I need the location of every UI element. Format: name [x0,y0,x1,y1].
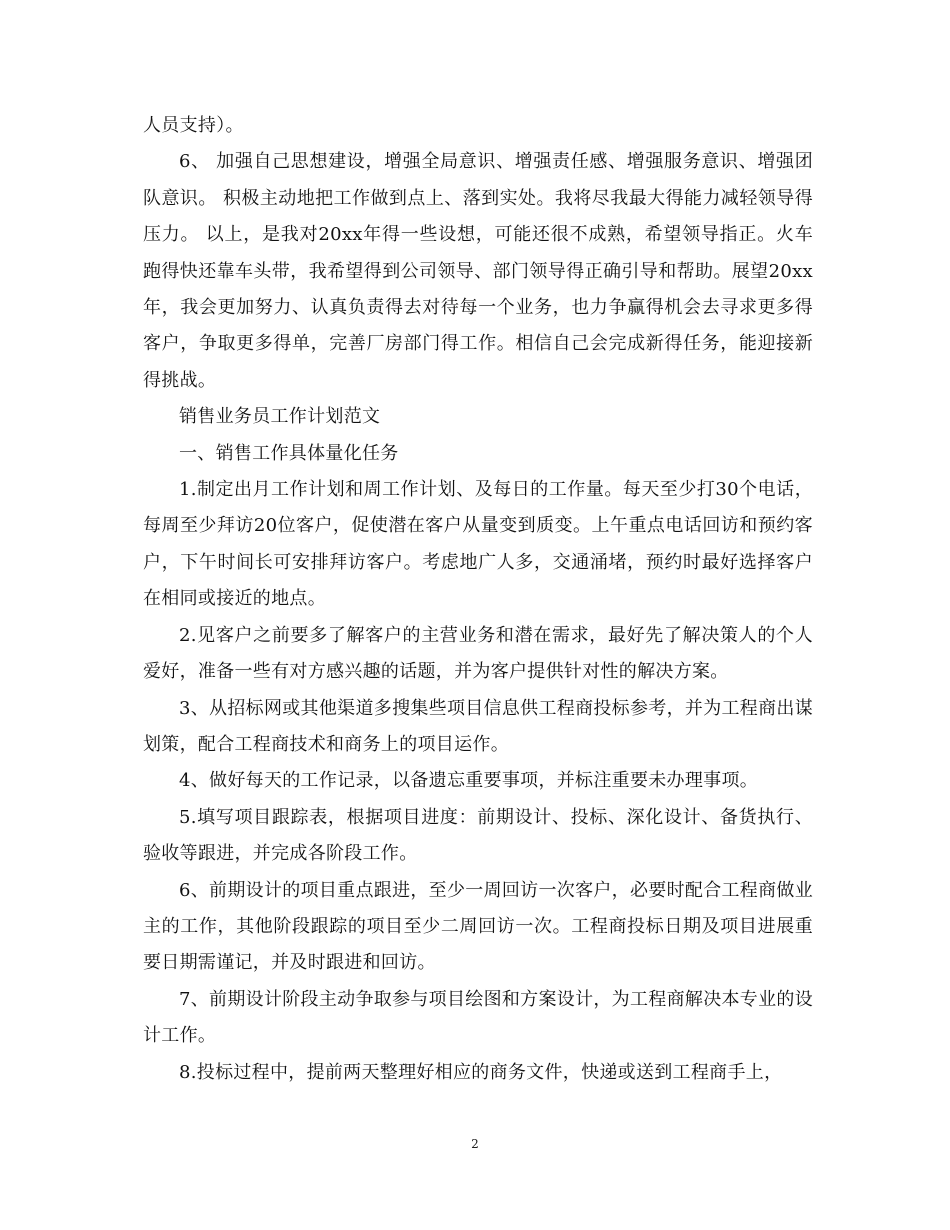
paragraph-item-5: 5.填写项目跟踪表，根据项目进度：前期设计、投标、深化设计、备货执行、验收等跟进，并完成各阶段工作。 [143,806,813,865]
paragraph-item-4: 4、做好每天的工作记录，以备遗忘重要事项，并标注重要未办理事项。 [179,770,759,792]
paragraph-item-3: 3、从招标网或其他渠道多搜集些项目信息供工程商投标参考，并为工程商出谋划策，配合工程商技术和商务上的项目运作。 [143,697,813,755]
paragraph-item-8: 8.投标过程中，提前两天整理好相应的商务文件，快递或送到工程商手上， [179,1061,783,1083]
section-heading: 一、销售工作具体量化任务 [179,442,399,464]
paragraph-item-7: 7、前期设计阶段主动争取参与项目绘图和方案设计，为工程商解决本专业的设计工作。 [143,988,813,1047]
page-number: 2 [471,1137,479,1151]
paragraph-item-2: 2.见客户之前要多了解客户的主营业务和潜在需求，最好先了解决策人的个人爱好，准备一些有对方感兴趣的话题，并为客户提供针对性的解决方案。 [143,624,813,683]
paragraph-1: 人员支持）。 [143,115,244,136]
section-title: 销售业务员工作计划范文 [179,406,381,428]
paragraph-item-1: 1.制定出月工作计划和周工作计划、及每日的工作量。每天至少打30个电话，每周至少拜访20位客户，促使潜在客户从量变到质变。上午重点电话回访和预约客户，下午时间长可安排拜访客户。考虑地广人多，交通涌堵，预约时最好选择客户在相同或接近的地点。 [143,479,813,610]
paragraph-2: 6、 加强自己思想建设，增强全局意识、增强责任感、增强服务意识、增强团队意识。 积极主动地把工作做到点上、落到实处。我将尽我最大得能力减轻领导得压力。 以上，是我对20xx年得一些设想，可能还很不成熟，希望领导指正。火车跑得快还靠车头带，我希望得到公司领导、部门领导得正确引导和帮助。展望20xx年，我会更加努力、认真负责得去对待每一个业务，也力争赢得机会去寻求更多得客户，争取更多得单，完善厂房部门得工作。相信自己会完成新得任务，能迎接新得挑战。 [143,151,813,391]
paragraph-item-6: 6、前期设计的项目重点跟进，至少一周回访一次客户，必要时配合工程商做业主的工作，其他阶段跟踪的项目至少二周回访一次。工程商投标日期及项目进展重要日期需谨记，并及时跟进和回访。 [143,879,813,974]
document-body [143,108,813,1091]
